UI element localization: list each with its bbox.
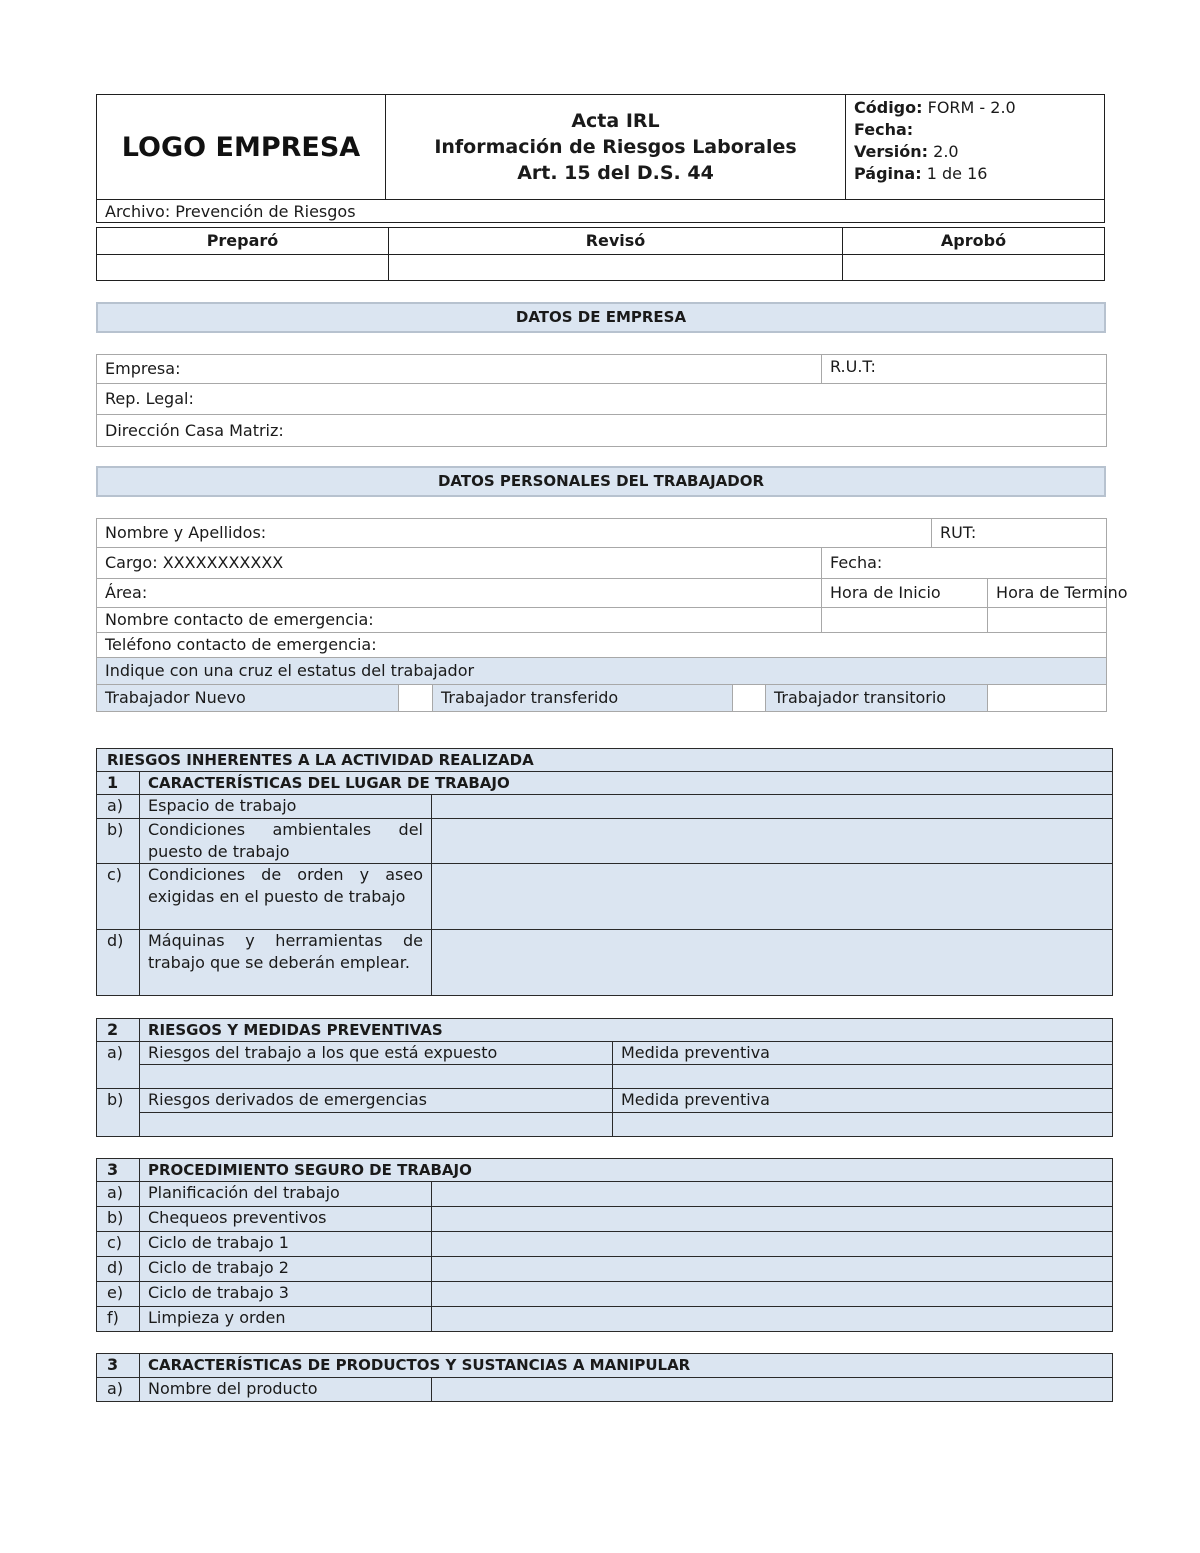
pagina-label: Página: (854, 164, 922, 183)
s2-item-risk-field[interactable] (140, 1065, 613, 1089)
s2-title: RIESGOS Y MEDIDAS PREVENTIVAS (140, 1019, 1113, 1042)
title-line-2: Información de Riesgos Laborales (434, 136, 797, 158)
trabajador-transferido-checkbox[interactable] (733, 685, 766, 712)
s3-item-letter: e) (97, 1282, 140, 1307)
s1-item-label: Condiciones de orden y aseo exigidas en el puesto de trabajo (140, 864, 432, 930)
s2-item-label: Riesgos derivados de emergencias (140, 1089, 613, 1113)
s3-item-letter: b) (97, 1207, 140, 1232)
pagina-value: 1 de 16 (926, 164, 988, 183)
s3-item-value[interactable] (432, 1307, 1113, 1332)
fecha-label: Fecha: (854, 120, 914, 139)
company-logo-placeholder: LOGO EMPRESA (97, 95, 386, 200)
s1-item-letter: c) (97, 864, 140, 930)
hora-inicio-label: Hora de Inicio (822, 579, 988, 608)
s1-item-letter: a) (97, 795, 140, 819)
s2-item-measure-field[interactable] (613, 1113, 1113, 1137)
s3-item-value[interactable] (432, 1232, 1113, 1257)
nombre-field[interactable]: Nombre y Apellidos: (97, 519, 932, 548)
rut-empresa-field[interactable]: R.U.T: (822, 355, 1107, 384)
s3-item-label: Limpieza y orden (140, 1307, 432, 1332)
reviso-header: Revisó (389, 228, 843, 255)
title-line-1: Acta IRL (571, 110, 660, 132)
hora-termino-field[interactable] (988, 608, 1107, 633)
s2-item-measure: Medida preventiva (613, 1042, 1113, 1065)
s4-number: 3 (97, 1354, 140, 1378)
telefono-emergencia-field[interactable]: Teléfono contacto de emergencia: (97, 633, 1107, 658)
riesgos-seccion-2 (96, 1018, 1113, 1137)
s2-item-label: Riesgos del trabajo a los que está expuesto (140, 1042, 613, 1065)
s3-item-value[interactable] (432, 1282, 1113, 1307)
document-header (96, 94, 1105, 223)
s1-item-value[interactable] (432, 795, 1113, 819)
s3-item-label: Ciclo de trabajo 1 (140, 1232, 432, 1257)
hora-termino-label: Hora de Termino (988, 579, 1107, 608)
s1-item-value[interactable] (432, 819, 1113, 864)
version-label: Versión: (854, 142, 929, 161)
rep-legal-field[interactable]: Rep. Legal: (97, 384, 1107, 415)
s3-item-label: Ciclo de trabajo 3 (140, 1282, 432, 1307)
document-meta (846, 95, 1105, 200)
s3-title: PROCEDIMIENTO SEGURO DE TRABAJO (140, 1159, 1113, 1182)
s3-item-value[interactable] (432, 1257, 1113, 1282)
contacto-emergencia-field[interactable]: Nombre contacto de emergencia: (97, 608, 822, 633)
s3-item-letter: f) (97, 1307, 140, 1332)
s4-item-letter: a) (97, 1378, 140, 1402)
s4-title: CARACTERÍSTICAS DE PRODUCTOS Y SUSTANCIAS A MANIPULAR (140, 1354, 1113, 1378)
riesgos-title: RIESGOS INHERENTES A LA ACTIVIDAD REALIZADA (97, 749, 1113, 772)
direccion-field[interactable]: Dirección Casa Matriz: (97, 415, 1107, 447)
s1-item-label: Espacio de trabajo (140, 795, 432, 819)
preparo-header: Preparó (97, 228, 389, 255)
s3-item-value[interactable] (432, 1207, 1113, 1232)
s3-item-label: Planificación del trabajo (140, 1182, 432, 1207)
version-value: 2.0 (933, 142, 959, 161)
s2-item-letter: a) (97, 1042, 140, 1089)
empresa-section-title: DATOS DE EMPRESA (96, 302, 1106, 333)
s1-title: CARACTERÍSTICAS DEL LUGAR DE TRABAJO (140, 772, 1113, 795)
cargo-field[interactable]: Cargo: XXXXXXXXXXX (97, 548, 822, 579)
title-line-3: Art. 15 del D.S. 44 (517, 162, 714, 184)
s3-number: 3 (97, 1159, 140, 1182)
s4-item-value[interactable] (432, 1378, 1113, 1402)
s1-number: 1 (97, 772, 140, 795)
archivo-label: Archivo: Prevención de Riesgos (97, 200, 1105, 223)
document-title (386, 95, 846, 200)
aprobo-header: Aprobó (843, 228, 1105, 255)
trabajador-transferido-label: Trabajador transferido (433, 685, 733, 712)
trabajador-section-title: DATOS PERSONALES DEL TRABAJADOR (96, 466, 1106, 497)
empresa-field[interactable]: Empresa: (97, 355, 822, 384)
s3-item-letter: d) (97, 1257, 140, 1282)
approvals-table (96, 227, 1105, 281)
s1-item-value[interactable] (432, 930, 1113, 996)
s1-item-label: Condiciones ambientales del puesto de trabajo (140, 819, 432, 864)
riesgos-seccion-1 (96, 748, 1113, 996)
s1-item-label: Máquinas y herramientas de trabajo que se deberán emplear. (140, 930, 432, 996)
s3-item-letter: a) (97, 1182, 140, 1207)
rut-trabajador-field[interactable]: RUT: (932, 519, 1107, 548)
s1-item-value[interactable] (432, 864, 1113, 930)
hora-inicio-field[interactable] (822, 608, 988, 633)
s4-item-label: Nombre del producto (140, 1378, 432, 1402)
s1-item-letter: d) (97, 930, 140, 996)
empresa-table (96, 354, 1107, 447)
codigo-label: Código: (854, 98, 923, 117)
trabajador-nuevo-label: Trabajador Nuevo (97, 685, 399, 712)
codigo-value: FORM - 2.0 (927, 98, 1016, 117)
aprobo-field[interactable] (843, 255, 1105, 281)
area-field[interactable]: Área: (97, 579, 822, 608)
s3-item-value[interactable] (432, 1182, 1113, 1207)
s1-item-letter: b) (97, 819, 140, 864)
s2-item-risk-field[interactable] (140, 1113, 613, 1137)
trabajador-nuevo-checkbox[interactable] (399, 685, 433, 712)
s2-item-letter: b) (97, 1089, 140, 1137)
trabajador-transitorio-checkbox-cell (988, 685, 1107, 712)
s2-item-measure: Medida preventiva (613, 1089, 1113, 1113)
trabajador-transitorio-label: Trabajador transitorio (766, 685, 988, 712)
s3-item-label: Chequeos preventivos (140, 1207, 432, 1232)
s2-number: 2 (97, 1019, 140, 1042)
s3-item-letter: c) (97, 1232, 140, 1257)
trabajador-table (96, 518, 1128, 712)
s3-item-label: Ciclo de trabajo 2 (140, 1257, 432, 1282)
reviso-field[interactable] (389, 255, 843, 281)
s2-item-measure-field[interactable] (613, 1065, 1113, 1089)
riesgos-seccion-4 (96, 1353, 1113, 1402)
riesgos-seccion-3 (96, 1158, 1113, 1332)
preparo-field[interactable] (97, 255, 389, 281)
fecha-trabajador-field[interactable]: Fecha: (822, 548, 1107, 579)
estatus-instruction: Indique con una cruz el estatus del trabajador (97, 658, 1107, 685)
